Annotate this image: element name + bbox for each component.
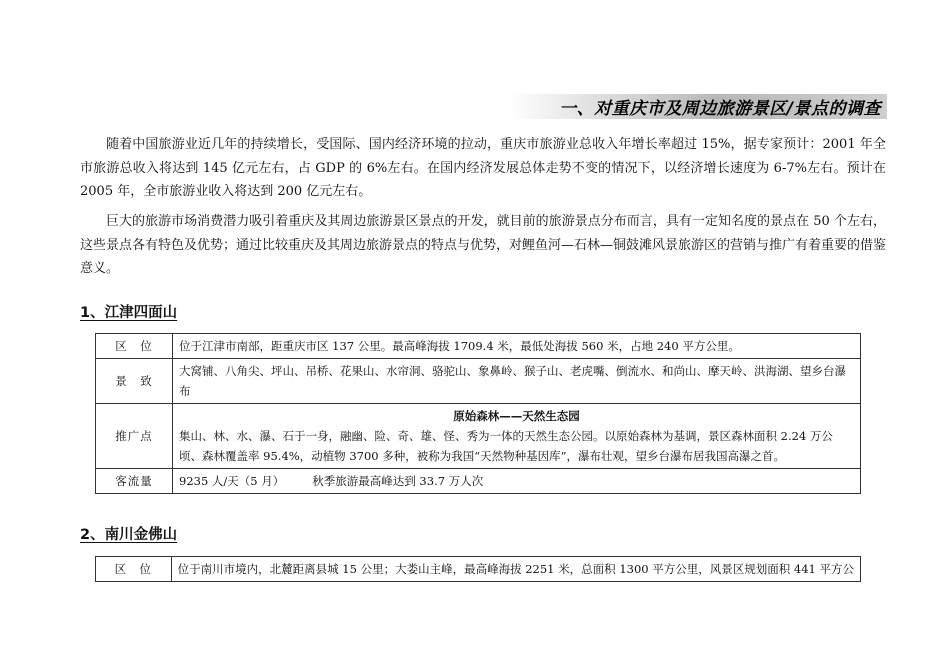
traffic-cell (173, 469, 861, 494)
promo-label: 推广点 (96, 404, 173, 469)
location-label: 区 位 (96, 557, 172, 582)
intro-paragraph-1: 随着中国旅游业近几年的持续增长，受国际、国内经济环境的拉动，重庆市旅游业总收入年增长率超过 15%，据专家预计：2001 年全市旅游总收入将达到 145 亿元左右，占 GDP 的 6%左右。在国内经济发展总体走势不变的情况下，以经济增长速度为 6-7%左右。预计在 2005 年，全市旅游业收入将达到 200 亿元左右。 (80, 137, 886, 199)
location-value: 位于南川市境内，北麓距离县城 15 公里；大娄山主峰，最高峰海拔 2251 米，总面积 1300 平方公里，风景区规划面积 441 平方公 (171, 557, 860, 582)
banner-title: 一、对重庆市及周边旅游景区/景点的调查 (559, 99, 881, 119)
promo-cell (173, 404, 861, 469)
table-row (96, 469, 861, 494)
location-value: 位于江津市南部，距重庆市区 137 公里。最高峰海拔 1709.4 米，最低处海拔 560 米，占地 240 平方公里。 (173, 334, 861, 359)
traffic-value-monthly: 9235 人/天（5 月） (179, 474, 285, 488)
promo-caption: 原始森林——天然生态园 (453, 409, 580, 423)
table-row (96, 334, 861, 359)
traffic-value-peak: 秋季旅游最高峰达到 33.7 万人次 (312, 474, 484, 488)
traffic-label: 客流量 (96, 469, 173, 494)
scenery-value: 大窝铺、八角尖、坪山、吊桥、花果山、水帘洞、骆驼山、象鼻岭、猴子山、老虎嘴、倒流水、和尚山、摩天岭、洪海湖、望乡台瀑布 (173, 359, 861, 404)
intro-paragraph-2: 巨大的旅游市场消费潜力吸引着重庆及其周边旅游景区景点的开发，就目前的旅游景点分布而言，具有一定知名度的景点在 50 个左右，这些景点各有特色及优势；通过比较重庆及其周边旅游景点的特点与优势，对鲤鱼河—石林—铜鼓滩风景旅游区的营销与推广有着重要的借鉴意义。 (80, 214, 887, 276)
location-label: 区 位 (96, 334, 173, 359)
section-1-table (95, 333, 861, 494)
table-row (96, 359, 861, 404)
section-2-title: 2、南川金佛山 (80, 527, 178, 543)
section-2-table (95, 556, 861, 582)
promo-value: 集山、林、水、瀑、石于一身，融幽、险、奇、雄、怪、秀为一体的天然生态公园。以原始森林为基调，景区森林面积 2.24 万公顷、森林覆盖率 95.4%，动植物 3700 多种，被称为我国“天然物种基因库”，瀑布壮观，望乡台瀑布居我国高瀑之首。 (179, 429, 833, 463)
table-row (96, 404, 861, 469)
section-banner (509, 94, 887, 119)
table-row (96, 557, 861, 582)
section-1-title: 1、江津四面山 (80, 305, 178, 321)
scenery-label: 景 致 (96, 359, 173, 404)
